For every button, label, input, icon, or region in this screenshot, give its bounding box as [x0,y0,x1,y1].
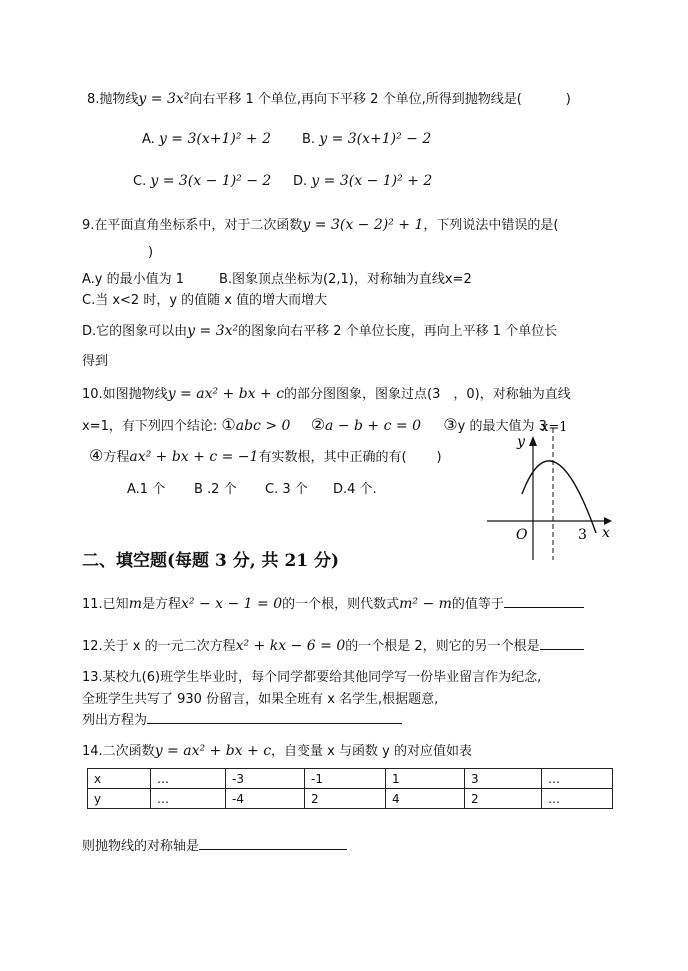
table-cell: 2 [465,789,542,809]
table-cell: y [88,789,151,809]
q8-option-a: A. y = 3(x+1)² + 2 [142,131,271,147]
q12-answer-blank[interactable] [540,635,584,650]
q8-option-d: D. y = 3(x − 1)² + 2 [293,173,433,189]
q9-close: ) [148,245,154,260]
x-axis-label: x [602,525,610,541]
section-2-title: 二、填空题(每题 3 分, 共 21 分) [82,551,340,571]
q10-conclusions: x=1，有下列四个结论: ①abc > 0 ②a − b + c = 0 ③y 的最大值为 3 [82,415,547,434]
q8-suffix: 向右平移 1 个单位,再向下平移 2 个单位,所得到抛物线是( [189,92,522,107]
q10-option-a: A.1 个 [127,482,166,497]
q11-answer-blank[interactable] [504,593,584,608]
table-cell: … [542,789,613,809]
q8-equation: y = 3x² [138,91,190,107]
q12-stem: 12.关于 x 的一元二次方程x² + kx − 6 = 0的一个根是 2，则它的另一个根是 [82,635,584,654]
q9-option-a: A.y 的最小值为 1 [82,272,185,287]
q8-stem [87,88,571,107]
q13-answer-blank[interactable] [147,709,402,724]
q10-option-b: B .2 个 [194,482,237,497]
origin-label: O [516,527,528,543]
q10-conclusion-4: ④方程ax² + bx + c = −1有实数根，其中正确的有( ) [89,446,442,465]
q10-c1-number: ① [221,415,236,434]
table-cell: … [151,769,226,789]
q9-equation: y = 3(x − 2)² + 1 [302,217,424,233]
q10-c3: y 的最大值为 3 [457,419,547,434]
table-cell: … [542,769,613,789]
q8-option-c: C. y = 3(x − 1)² − 2 [133,173,272,189]
q8-close: ) [565,92,571,107]
y-axis-arrow [529,436,537,446]
q8-option-b: B. y = 3(x+1)² − 2 [302,131,432,147]
q10-c4-number: ④ [89,446,104,465]
q10-c2: a − b + c = 0 [325,418,421,434]
table-cell: x [88,769,151,789]
table-cell: 2 [305,789,386,809]
q10-c1: abc > 0 [235,418,291,434]
table-cell: 3 [465,769,542,789]
q13-line2: 全班学生共写了 930 份留言，如果全班有 x 名学生,根据题意, [82,692,439,707]
q14-answer-blank[interactable] [199,835,347,850]
q10-equation: y = ax² + bx + c [167,386,285,402]
q8-prefix: 8.抛物线 [87,92,139,107]
table-cell: … [151,789,226,809]
q14-footer: 则抛物线的对称轴是 [82,835,347,854]
symmetry-axis-label: x=1 [541,420,568,435]
table-row [88,789,613,809]
q10-stem: 10.如图抛物线y = ax² + bx + c的部分图图象，图象过点(3 ，0)，对称轴为直线 [82,386,571,402]
q9-option-b: B.图象顶点坐标为(2,1)，对称轴为直线x=2 [219,272,472,287]
q10-c3-number: ③ [443,415,458,434]
table-cell: 4 [386,789,465,809]
q13-line1: 13.某校九(6)班学生毕业时，每个同学都要给其他同学写一份毕业留言作为纪念, [82,670,542,685]
table-cell: -3 [226,769,305,789]
q9-option-c: C.当 x<2 时，y 的值随 x 值的增大而增大 [82,293,328,308]
q9-stem: 9.在平面直角坐标系中，对于二次函数y = 3(x − 2)² + 1，下列说法中错误的是( [82,217,559,233]
q14-value-table [87,768,613,809]
table-row [88,769,613,789]
y-axis-label: y [517,434,525,450]
three-label: 3 [578,527,587,543]
q14-stem: 14.二次函数y = ax² + bx + c，自变量 x 与函数 y 的对应值如表 [82,743,472,759]
x-axis-arrow [604,517,612,525]
table-cell: -4 [226,789,305,809]
q10-option-c: C. 3 个 [265,482,308,497]
table-cell: -1 [305,769,386,789]
q10-c2-number: ② [310,415,326,434]
parabola-curve [522,461,596,533]
q9-option-d: D.它的图象可以由y = 3x²的图象向右平移 2 个单位长度，再向上平移 1 个单位长 [82,323,558,339]
table-cell: 1 [386,769,465,789]
q9-option-d-cont: 得到 [82,354,109,369]
q11-stem: 11.已知m是方程x² − x − 1 = 0的一个根，则代数式m² − m的值等于 [82,593,584,612]
q10-option-d: D.4 个. [333,482,377,497]
q13-line3: 列出方程为 [82,709,402,728]
